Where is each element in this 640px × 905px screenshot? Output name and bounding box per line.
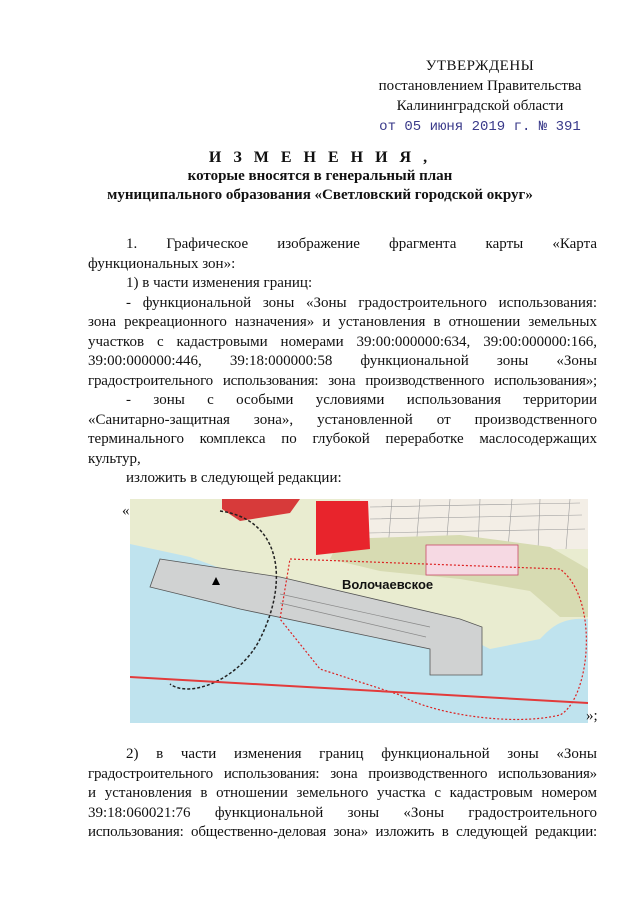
functional-zones-map	[130, 499, 588, 723]
text-line: 39:18:060021:76 функциональной зоны «Зоны градостроительного	[88, 804, 597, 821]
section1-item2-end: изложить в следующей редакции:	[126, 470, 342, 486]
map-close-quote: »;	[586, 708, 598, 724]
text-line: терминального комплекса по глубокой переработке маслосодержащих	[88, 431, 597, 447]
text-line: участков с кадастровыми номерами 39:00:000000:634, 39:00:000000:166,	[88, 333, 597, 350]
heading-title: И З М Е Н Е Н И Я ,	[208, 149, 432, 166]
text-line: - зоны с особыми условиями использования территории	[126, 392, 597, 408]
heading-line-3: муниципального образования «Светловский городской округ»	[107, 187, 533, 203]
map-open-quote: «	[122, 503, 130, 519]
map-settlement-zone	[426, 545, 518, 575]
section1-sub1: 1) в части изменения границ:	[126, 275, 313, 291]
map-industrial-zone	[316, 501, 370, 555]
map-image	[130, 499, 588, 723]
approval-title: УТВЕРЖДЕНЫ	[425, 58, 535, 74]
text-line: градостроительного использования: зона производственного использования»	[88, 765, 597, 782]
text-line: 2) в части изменения границ функциональной зоны «Зоны	[126, 746, 597, 762]
approval-line-2: Калининградской области	[396, 98, 564, 114]
approval-date: от 05 июня 2019 г. № 391	[379, 119, 581, 135]
section1-line-b: функциональных зон»:	[88, 255, 236, 272]
document-heading	[60, 148, 580, 205]
section-1	[88, 235, 597, 489]
section1-item-2	[88, 391, 597, 469]
text-line: и установления в отношении земельного участка с кадастровым номером	[88, 785, 597, 801]
text-line: градостроительного использования: зона производственного использования»;	[88, 372, 597, 389]
text-line: культур,	[88, 450, 141, 467]
approval-stamp	[360, 56, 600, 137]
text-line: - функциональной зоны «Зоны градостроительного использования:	[126, 294, 597, 311]
map-settlement-label: Волочаевское	[342, 577, 434, 592]
section1-line-a: 1. Графическое изображение фрагмента карты «Карта	[126, 236, 597, 252]
section-2	[88, 745, 597, 843]
text-line: использования: общественно-деловая зона» изложить в следующей редакции:	[88, 824, 597, 840]
text-line: «Санитарно-защитная зона», установленной от производственного	[88, 411, 597, 428]
approval-line-1: постановлением Правительства	[378, 78, 582, 94]
section1-item-1	[88, 294, 597, 392]
text-line: 39:00:000000:446, 39:18:000000:58 функциональной зоны «Зоны	[88, 353, 597, 369]
text-line: зона рекреационного назначения» и установления в отношении земельных	[88, 314, 597, 330]
heading-line-2: которые вносятся в генеральный план	[187, 168, 453, 184]
